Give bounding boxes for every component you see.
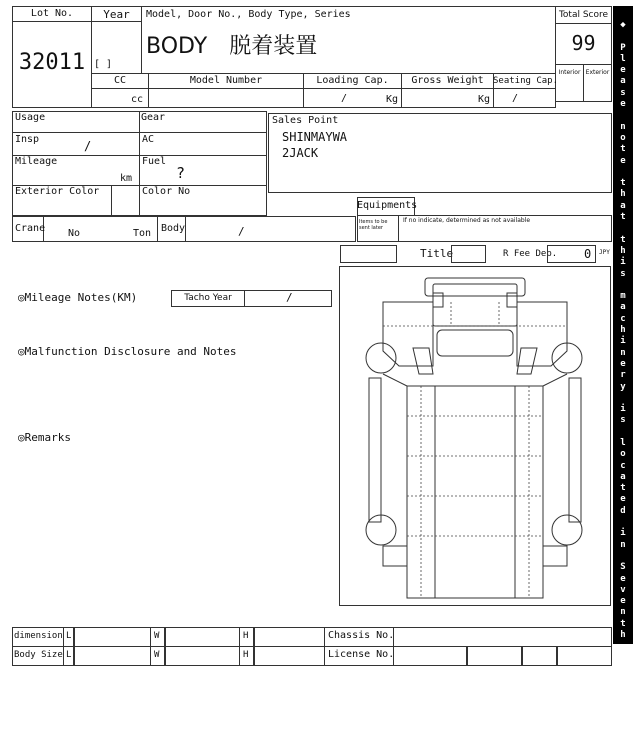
total-score: 99 xyxy=(571,31,596,55)
seating-cap-value: / xyxy=(512,93,519,104)
sales-point-line-1: SHINMAYWA xyxy=(282,130,348,144)
usage-label: Usage xyxy=(15,112,46,123)
tacho-year-value: / xyxy=(286,291,293,304)
gear-label: Gear xyxy=(141,112,166,123)
interior-label: Interior xyxy=(558,69,581,76)
title-blank-box xyxy=(340,245,397,263)
malfunction-heading: ◎Malfunction Disclosure and Notes xyxy=(18,345,237,358)
fuel-value: ? xyxy=(176,164,186,182)
cc-unit: cc xyxy=(131,94,144,105)
title-value-box xyxy=(451,245,486,263)
year-bracket: [ ] xyxy=(94,59,113,70)
dimension-label: dimension xyxy=(14,631,63,641)
items-later-label: Items to be sent later xyxy=(359,219,388,231)
mileage-unit: km xyxy=(120,173,133,184)
fuel-label: Fuel xyxy=(142,156,167,167)
exterior-color-label: Exterior Color xyxy=(15,186,100,197)
side-notice-text: ◆ P l e a s e n o t e t h a t t h i s m a c h i n e r y i s l o c a t e d i n S e v e n t h P a r k i n g ◆ xyxy=(620,20,626,753)
loading-cap-unit: Kg xyxy=(386,94,399,105)
rfee-unit: JPY xyxy=(599,249,610,256)
loading-cap-value: / xyxy=(341,93,348,104)
lot-number: 32011 xyxy=(18,50,86,75)
ac-label: AC xyxy=(142,134,155,145)
model-number-label: Model Number xyxy=(189,75,263,86)
loading-cap-label: Loading Cap. xyxy=(316,75,389,86)
model-value: BODY 脱着装置 xyxy=(146,34,318,59)
body-value: / xyxy=(238,225,245,238)
remarks-heading: ◎Remarks xyxy=(18,431,71,444)
body-size-label: Body Size xyxy=(14,650,63,660)
truck-outline-diagram xyxy=(339,266,611,606)
body-size-l: L xyxy=(66,650,72,660)
rfee-label: R Fee Dep. xyxy=(503,249,558,259)
no-indicate-note: If no indicate, determined as not available xyxy=(403,217,531,224)
exterior-label: Exterior xyxy=(585,69,610,76)
chassis-label: Chassis No. xyxy=(328,630,395,641)
crane-unit: Ton xyxy=(133,228,152,239)
mileage-label: Mileage xyxy=(15,156,58,167)
dimension-h: H xyxy=(243,631,249,641)
title-label: Title xyxy=(420,247,454,260)
model-label: Model, Door No., Body Type, Series xyxy=(146,9,351,20)
lot-label: Lot No. xyxy=(30,8,74,19)
crane-label: Crane xyxy=(15,223,46,234)
body-size-w: W xyxy=(154,650,160,660)
year-label: Year xyxy=(103,8,130,21)
seating-cap-label: Seating Cap. xyxy=(493,76,559,86)
sales-point-line-2: 2JACK xyxy=(282,146,319,160)
rfee-value: 0 xyxy=(584,247,592,261)
gross-weight-unit: Kg xyxy=(478,94,491,105)
side-notice-band xyxy=(613,6,633,753)
total-score-label: Total Score xyxy=(558,10,609,20)
crane-value: No xyxy=(68,228,81,239)
insp-label: Insp xyxy=(15,134,40,145)
mileage-notes: ◎Mileage Notes(KM) xyxy=(18,291,138,304)
cc-label: CC xyxy=(113,75,127,86)
insp-value: / xyxy=(84,139,92,153)
license-label: License No. xyxy=(328,649,395,660)
tacho-year-label: Tacho Year xyxy=(184,293,232,303)
dimension-l: L xyxy=(66,631,72,641)
color-no-label: Color No xyxy=(142,186,191,197)
body-label: Body xyxy=(161,223,186,234)
dimension-w: W xyxy=(154,631,160,641)
body-size-h: H xyxy=(243,650,249,660)
gross-weight-label: Gross Weight xyxy=(411,75,484,86)
equipments-label: Equipments xyxy=(357,200,418,211)
sales-point-label: Sales Point xyxy=(272,115,339,126)
